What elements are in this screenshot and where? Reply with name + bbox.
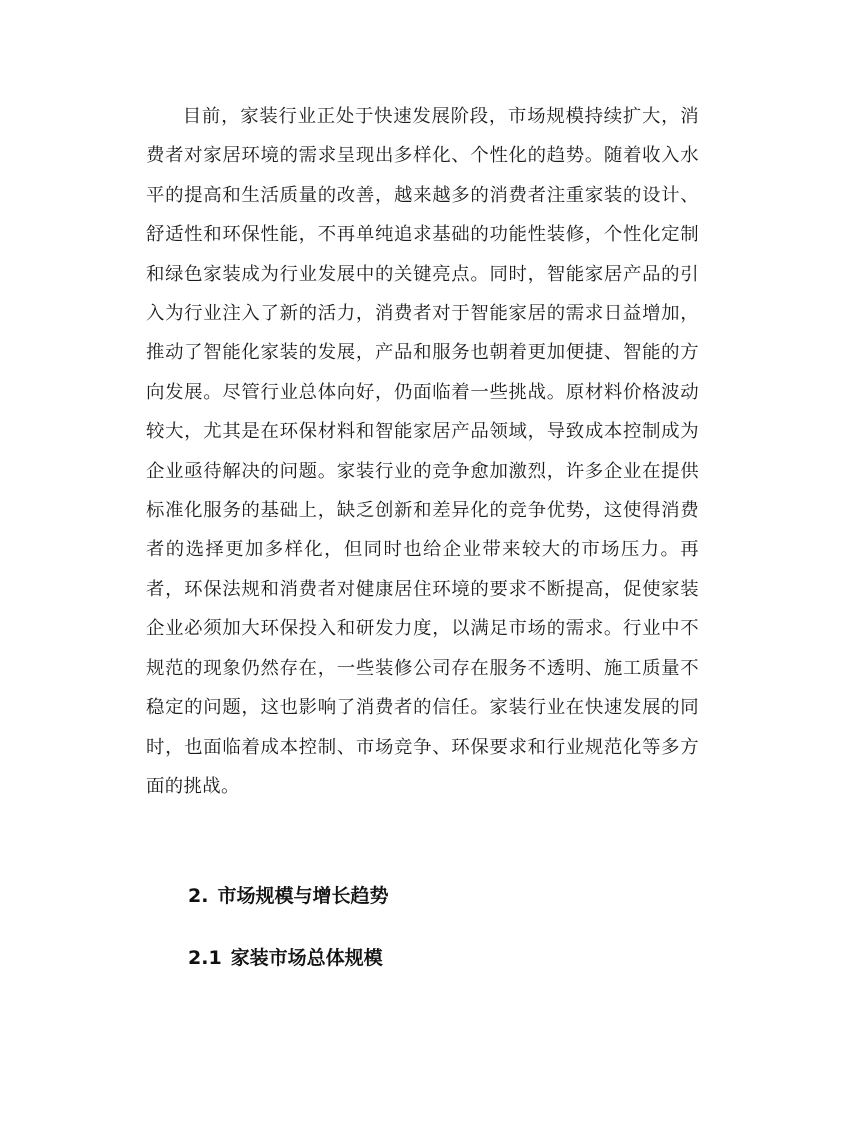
subsection-number: 2.1 [188,947,222,969]
subsection-heading-2-1 [188,945,383,971]
section-heading-2 [188,883,388,909]
section-number: 2. [188,885,209,907]
subsection-title: 家装市场总体规模 [230,947,383,969]
section-title: 市场规模与增长趋势 [217,885,389,907]
body-paragraph: 目前，家装行业正处于快速发展阶段，市场规模持续扩大，消费者对家居环境的需求呈现出多样化、个性化的趋势。随着收入水平的提高和生活质量的改善，越来越多的消费者注重家装的设计、舒适性和环保性能，不再单纯追求基础的功能性装修，个性化定制和绿色家装成为行业发展中的关键亮点。同时，智能家居产品的引入为行业注入了新的活力，消费者对于智能家居的需求日益增加，推动了智能化家装的发展，产品和服务也朝着更加便捷、智能的方向发展。尽管行业总体向好，仍面临着一些挑战。原材料价格波动较大，尤其是在环保材料和智能家居产品领域，导致成本控制成为企业亟待解决的问题。家装行业的竞争愈加激烈，许多企业在提供标准化服务的基础上，缺乏创新和差异化的竞争优势，这使得消费者的选择更加多样化，但同时也给企业带来较大的市场压力。再者，环保法规和消费者对健康居住环境的要求不断提高，促使家装企业必须加大环保投入和研发力度，以满足市场的需求。行业中不规范的现象仍然存在，一些装修公司存在服务不透明、施工质量不稳定的问题，这也影响了消费者的信任。家装行业在快速发展的同时，也面临着成本控制、市场竞争、环保要求和行业规范化等多方面的挑战。 [146,106,699,797]
